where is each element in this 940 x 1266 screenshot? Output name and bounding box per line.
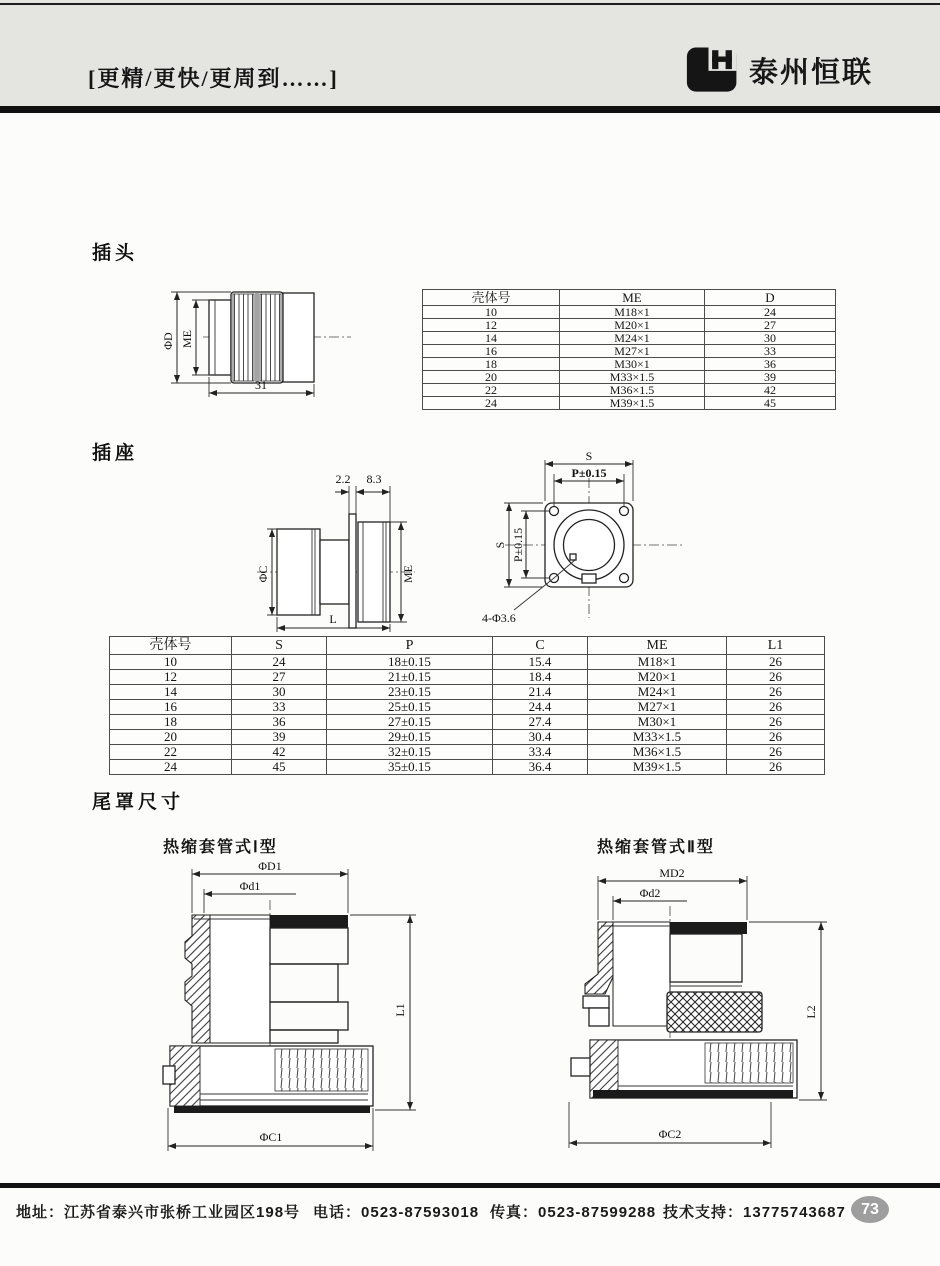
dim-label-phi-d1: ΦD1 <box>258 859 282 873</box>
table-row <box>110 730 825 745</box>
cell-p: 21±0.15 <box>327 670 493 685</box>
cell-shell-no: 24 <box>110 760 232 775</box>
support-label: 技术支持： <box>663 1204 744 1221</box>
cell-p: 18±0.15 <box>327 655 493 670</box>
tail1-outline <box>163 900 373 1113</box>
cell-l1: 26 <box>727 700 825 715</box>
footer-rule <box>0 1183 940 1188</box>
brand-block <box>686 46 873 94</box>
cell-l1: 26 <box>727 730 825 745</box>
cell-l1: 26 <box>727 655 825 670</box>
top-rule <box>0 3 940 5</box>
cell-s: 30 <box>232 685 327 700</box>
plug-outline <box>203 292 351 383</box>
cell-p: 32±0.15 <box>327 745 493 760</box>
dim-label-s-left: S <box>493 541 507 549</box>
table-row <box>423 319 836 332</box>
tail-type1-drawing <box>150 858 480 1163</box>
cell-d: 24 <box>705 306 836 319</box>
table-row <box>423 371 836 384</box>
tail-type2-subtitle: 热缩套管式Ⅱ型 <box>597 839 715 856</box>
address-label: 地址： <box>16 1204 65 1221</box>
cell-shell-no: 22 <box>110 745 232 760</box>
table-row <box>423 397 836 410</box>
dim-label-8-3: 8.3 <box>366 472 382 486</box>
socket-flange-drawing <box>480 450 720 630</box>
cell-c: 33.4 <box>493 745 588 760</box>
dim-label-phi-c2: ΦC2 <box>658 1127 682 1141</box>
table-row <box>110 670 825 685</box>
dim-label-p-top: P±0.15 <box>571 466 607 480</box>
table-header-cell: 壳体号 <box>110 637 232 655</box>
cell-l1: 26 <box>727 670 825 685</box>
table-row <box>110 745 825 760</box>
table-header-cell: ME <box>588 637 727 655</box>
cell-l1: 26 <box>727 715 825 730</box>
section-title-plug: 插头 <box>92 243 139 264</box>
flange-holes-label: 4-Φ3.6 <box>482 611 516 625</box>
cell-me: M24×1 <box>560 332 705 345</box>
cell-c: 30.4 <box>493 730 588 745</box>
table-header-cell: ME <box>560 290 705 306</box>
footer-fax <box>490 1201 656 1222</box>
cell-shell-no: 12 <box>423 319 560 332</box>
table-header-cell: D <box>705 290 836 306</box>
dim-label-2-2: 2.2 <box>335 472 351 486</box>
table-row <box>423 384 836 397</box>
table-header-cell: C <box>493 637 588 655</box>
cell-shell-no: 20 <box>110 730 232 745</box>
cell-shell-no: 16 <box>423 345 560 358</box>
cell-d: 42 <box>705 384 836 397</box>
dim-label-phi-d: ΦD <box>161 332 175 350</box>
header-rule <box>0 106 940 113</box>
cell-d: 36 <box>705 358 836 371</box>
cell-me: M18×1 <box>588 655 727 670</box>
socket-side-drawing <box>255 470 420 638</box>
table-row <box>110 715 825 730</box>
cell-s: 24 <box>232 655 327 670</box>
dim-label-l2: L2 <box>804 1005 818 1019</box>
page-header <box>0 0 940 113</box>
cell-me: M36×1.5 <box>588 745 727 760</box>
cell-s: 33 <box>232 700 327 715</box>
dim-label-l: L <box>329 612 337 626</box>
cell-d: 45 <box>705 397 836 410</box>
company-slogan: [更精/更快/更周到……] <box>88 66 339 91</box>
cell-me: M39×1.5 <box>560 397 705 410</box>
cell-p: 29±0.15 <box>327 730 493 745</box>
section-title-tailcover: 尾罩尺寸 <box>92 792 185 813</box>
section-title-socket: 插座 <box>92 443 139 464</box>
socket-table-body <box>110 655 825 775</box>
cell-me: M36×1.5 <box>560 384 705 397</box>
cell-me: M20×1 <box>588 670 727 685</box>
table-row <box>423 345 836 358</box>
plug-table-body <box>423 306 836 410</box>
phone-label: 电话： <box>313 1204 362 1221</box>
dim-label-me: ME <box>180 330 194 348</box>
cell-me: M33×1.5 <box>588 730 727 745</box>
footer-support <box>663 1201 846 1222</box>
dim-label-phi-c: ΦC <box>256 565 270 583</box>
cell-d: 27 <box>705 319 836 332</box>
table-row <box>110 700 825 715</box>
cell-me: M30×1 <box>588 715 727 730</box>
cell-d: 33 <box>705 345 836 358</box>
footer-phone <box>313 1201 479 1222</box>
cell-shell-no: 22 <box>423 384 560 397</box>
support-value: 13775743687 <box>743 1204 846 1221</box>
dim-label-phi-c1: ΦC1 <box>259 1130 283 1144</box>
tail-type2-drawing <box>555 862 890 1162</box>
dim-label-s-top: S <box>585 449 593 463</box>
cell-shell-no: 14 <box>423 332 560 345</box>
table-row <box>423 306 836 319</box>
tail2-outline <box>571 906 797 1098</box>
table-header-cell: P <box>327 637 493 655</box>
cell-c: 27.4 <box>493 715 588 730</box>
cell-shell-no: 24 <box>423 397 560 410</box>
cell-s: 36 <box>232 715 327 730</box>
cell-d: 30 <box>705 332 836 345</box>
cell-s: 39 <box>232 730 327 745</box>
page-number-badge: 73 <box>851 1196 889 1223</box>
table-header-cell: 壳体号 <box>423 290 560 306</box>
dim-label-phi-d1-small: Φd1 <box>239 879 261 893</box>
cell-me: M18×1 <box>560 306 705 319</box>
cell-shell-no: 20 <box>423 371 560 384</box>
dim-label-phi-d2: Φd2 <box>639 886 661 900</box>
cell-p: 25±0.15 <box>327 700 493 715</box>
table-row <box>423 332 836 345</box>
cell-c: 36.4 <box>493 760 588 775</box>
cell-l1: 26 <box>727 685 825 700</box>
cell-shell-no: 18 <box>423 358 560 371</box>
cell-c: 24.4 <box>493 700 588 715</box>
phone-value: 0523-87593018 <box>361 1204 480 1221</box>
cell-s: 42 <box>232 745 327 760</box>
footer-address <box>16 1201 300 1222</box>
cell-p: 23±0.15 <box>327 685 493 700</box>
cell-p: 27±0.15 <box>327 715 493 730</box>
cell-c: 21.4 <box>493 685 588 700</box>
fax-label: 传真： <box>490 1204 539 1221</box>
dim-label-31: 31 <box>255 378 267 392</box>
plug-drawing <box>161 283 355 408</box>
cell-shell-no: 10 <box>423 306 560 319</box>
cell-l1: 26 <box>727 745 825 760</box>
cell-shell-no: 10 <box>110 655 232 670</box>
cell-me: M24×1 <box>588 685 727 700</box>
cell-d: 39 <box>705 371 836 384</box>
cell-s: 27 <box>232 670 327 685</box>
table-header-cell: S <box>232 637 327 655</box>
table-row <box>110 685 825 700</box>
cell-shell-no: 18 <box>110 715 232 730</box>
cell-me: M33×1.5 <box>560 371 705 384</box>
cell-shell-no: 12 <box>110 670 232 685</box>
flange-outline <box>505 478 685 618</box>
dim-label-l1: L1 <box>393 1003 407 1017</box>
cell-shell-no: 14 <box>110 685 232 700</box>
cell-c: 18.4 <box>493 670 588 685</box>
cell-me: M30×1 <box>560 358 705 371</box>
table-row <box>423 358 836 371</box>
socket-spec-table <box>109 636 825 775</box>
table-header-cell: L1 <box>727 637 825 655</box>
tail-type1-subtitle: 热缩套管式Ⅰ型 <box>163 839 278 856</box>
cell-me: M27×1 <box>588 700 727 715</box>
table-row <box>110 655 825 670</box>
cell-me: M20×1 <box>560 319 705 332</box>
cell-shell-no: 16 <box>110 700 232 715</box>
cell-me: M39×1.5 <box>588 760 727 775</box>
cell-p: 35±0.15 <box>327 760 493 775</box>
fax-value: 0523-87599288 <box>538 1204 657 1221</box>
table-header-row <box>423 290 836 306</box>
table-header-row <box>110 637 825 655</box>
cell-c: 15.4 <box>493 655 588 670</box>
plug-spec-table <box>422 289 836 410</box>
dim-label-md2: MD2 <box>659 866 685 880</box>
dim-label-p-left: P±0.15 <box>511 527 525 563</box>
company-name: 泰州恒联 <box>749 56 874 89</box>
table-row <box>110 760 825 775</box>
cell-s: 45 <box>232 760 327 775</box>
socket-outline <box>257 514 415 628</box>
cell-l1: 26 <box>727 760 825 775</box>
cell-me: M27×1 <box>560 345 705 358</box>
company-logo-icon <box>686 46 740 94</box>
address-value: 江苏省泰兴市张桥工业园区198号 <box>64 1204 301 1221</box>
dim-label-me: ME <box>401 565 415 583</box>
